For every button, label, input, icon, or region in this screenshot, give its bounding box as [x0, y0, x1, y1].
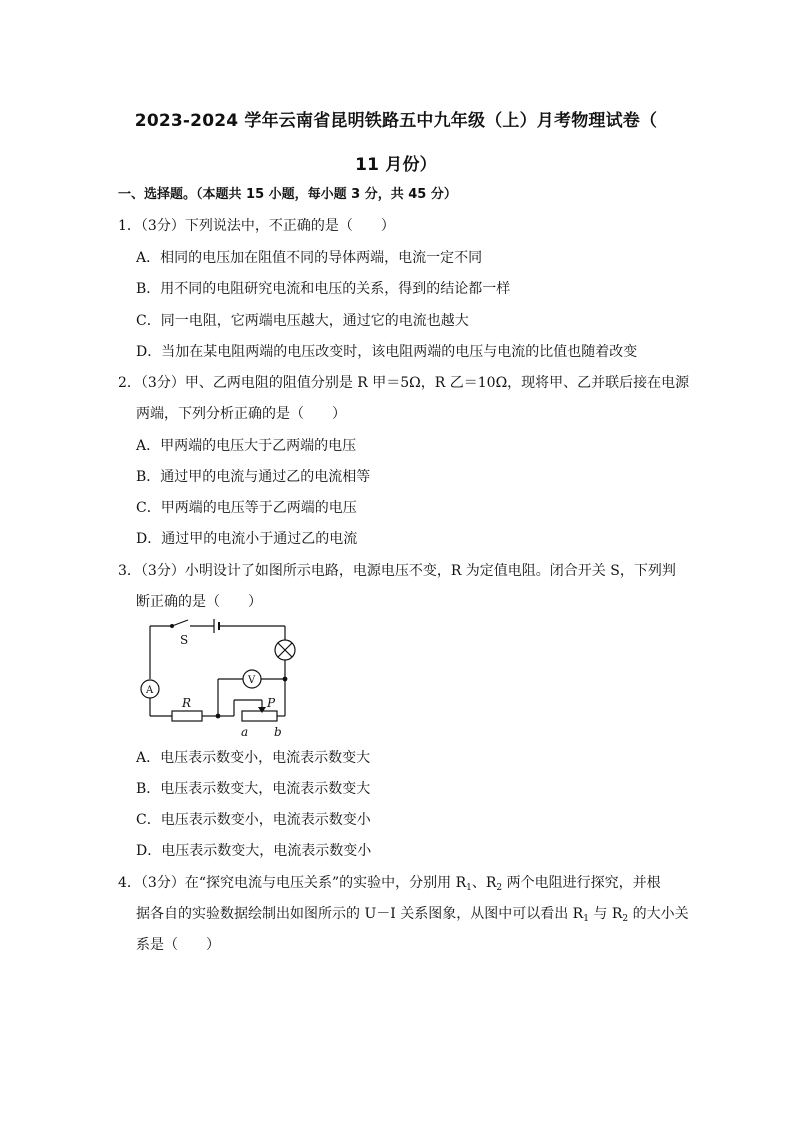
label-resistor: R [182, 696, 192, 710]
q4-line2-sub-1: 1 [583, 914, 589, 924]
question-4-stem-line-2 [136, 905, 689, 928]
label-voltmeter: V [248, 675, 256, 686]
switch-pivot [170, 624, 174, 628]
label-switch: S [180, 633, 189, 647]
exam-title-line-1: 2023-2024 学年云南省昆明铁路五中九年级（上）月考物理试卷（ [134, 111, 658, 131]
q4-line2-sub-2: 2 [622, 914, 629, 924]
q4-line1-pre: 4．（3分）在“探究电流与电压关系”的实验中，分别用 R [118, 875, 467, 891]
exam-title-line-2: 11 月份） [355, 155, 437, 175]
question-2-option-c: C．甲两端的电压等于乙两端的电压 [136, 500, 357, 516]
circuit-diagram [130, 614, 310, 744]
question-3-option-d: D．电压表示数变大，电流表示数变小 [136, 843, 372, 859]
question-3-option-a: A．电压表示数变小，电流表示数变大 [136, 750, 371, 766]
q4-line1-sub-1: 1 [466, 883, 472, 893]
slider-arrow [258, 707, 266, 713]
q4-line1-post: 两个电阻进行探究，并根 [502, 875, 661, 891]
switch-blade [172, 620, 188, 626]
question-3-stem-line-1: 3．（3分）小明设计了如图所示电路，电源电压不变，R 为定值电阻。闭合开关 S，下列判 [118, 563, 676, 579]
label-end-a: a [241, 725, 249, 739]
question-3-option-c: C．电压表示数变小，电流表示数变小 [136, 812, 371, 828]
q4-line1-sub-2: 2 [496, 883, 503, 893]
rheostat-body [242, 711, 277, 721]
question-1-option-d: D．当加在某电阻两端的电压改变时，该电阻两端的电压与电流的比值也随着改变 [136, 344, 638, 360]
q4-line1-mid: 、R [471, 875, 497, 891]
question-2-option-b: B．通过甲的电流与通过乙的电流相等 [136, 469, 371, 485]
question-1-stem: 1．（3分）下列说法中，不正确的是（ ） [118, 218, 395, 234]
question-2-option-d: D．通过甲的电流小于通过乙的电流 [136, 531, 358, 547]
q4-line2-mid: 与 R [588, 906, 623, 922]
label-ammeter: A [146, 685, 154, 696]
question-1-option-c: C．同一电阻，它两端电压越大，通过它的电流也越大 [136, 313, 469, 329]
junction-left [216, 714, 221, 719]
question-4-stem-line-3: 系是（ ） [136, 937, 220, 953]
label-end-b: b [274, 725, 282, 739]
question-2-stem-line-1: 2．（3分）甲、乙两电阻的阻值分别是 R 甲＝5Ω，R 乙＝10Ω，现将甲、乙并联后接在电源 [118, 375, 690, 391]
question-4-stem-line-1 [118, 874, 661, 897]
question-1-option-a: A．相同的电压加在阻值不同的导体两端，电流一定不同 [136, 250, 483, 266]
junction-right [283, 677, 288, 682]
label-slider: P [267, 696, 276, 710]
question-1-option-b: B．用不同的电阻研究电流和电压的关系，得到的结论都一样 [136, 281, 511, 297]
question-3-stem-line-2: 断正确的是（ ） [136, 594, 262, 610]
q4-line2-pre: 据各自的实验数据绘制出如图所示的 U－I 关系图象，从图中可以看出 R [136, 906, 584, 922]
section-heading-choice: 一、选择题。（本题共 15 小题，每小题 3 分，共 45 分） [118, 187, 457, 202]
question-2-stem-line-2: 两端，下列分析正确的是（ ） [136, 406, 346, 422]
question-3-option-b: B．电压表示数变大，电流表示数变大 [136, 781, 371, 797]
question-2-option-a: A．甲两端的电压大于乙两端的电压 [136, 438, 357, 454]
q4-line2-post: 的大小关 [628, 906, 689, 922]
resistor-r [172, 711, 202, 721]
